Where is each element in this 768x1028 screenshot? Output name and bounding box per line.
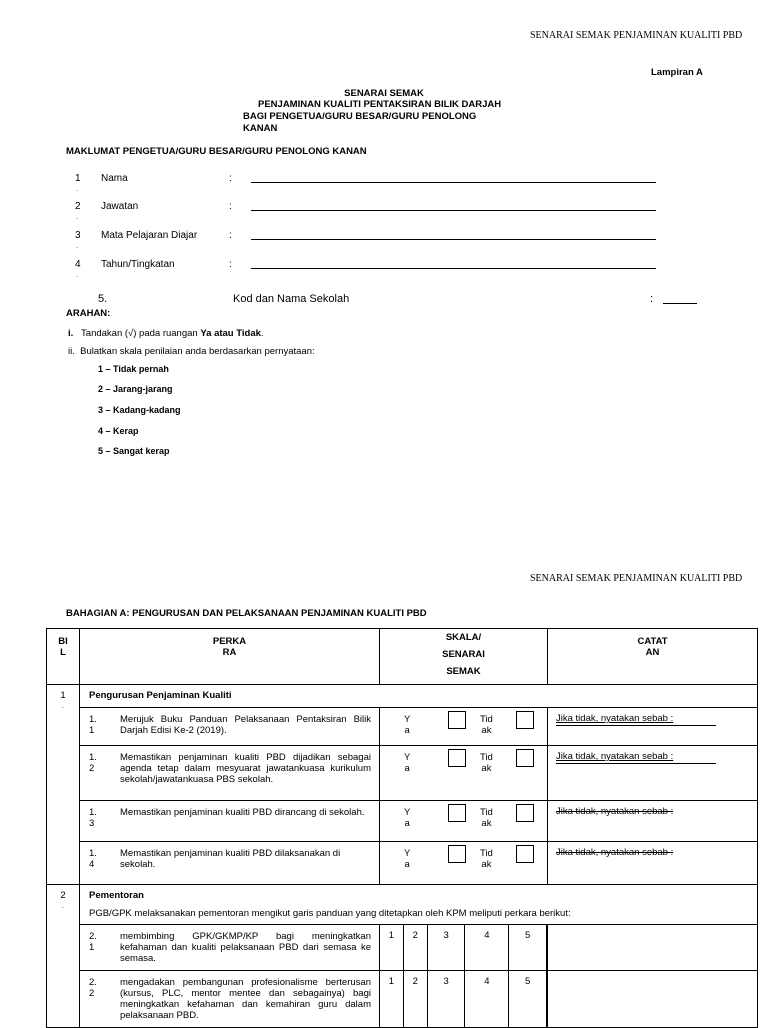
item-num bbox=[80, 842, 120, 870]
ya-checkbox[interactable] bbox=[448, 749, 466, 767]
arahan-i-num: i. bbox=[68, 328, 74, 339]
item-num-1: 2. bbox=[89, 931, 97, 942]
tidak-label: Tid ak bbox=[480, 848, 493, 870]
tidak-checkbox[interactable] bbox=[516, 749, 534, 767]
nama-input-line[interactable] bbox=[251, 182, 656, 183]
ya-tidak-cell bbox=[380, 842, 548, 885]
scale-cell bbox=[380, 971, 548, 1028]
scale-item: 2 – Jarang-jarang bbox=[98, 384, 173, 394]
info-num: 2 bbox=[75, 201, 81, 212]
header-bil-2: L bbox=[60, 647, 66, 658]
ya-checkbox[interactable] bbox=[448, 845, 466, 863]
catatan-cell[interactable] bbox=[548, 801, 758, 842]
item-num-1: 1. bbox=[89, 714, 97, 725]
item-num bbox=[80, 801, 120, 829]
field5-colon: : bbox=[650, 293, 654, 305]
scale-option-1[interactable]: 1 bbox=[380, 925, 404, 970]
note-text: Jika tidak, nyatakan sebab : bbox=[556, 713, 674, 724]
section1-num: 1 bbox=[60, 690, 66, 701]
info-colon: : bbox=[229, 259, 232, 270]
field5-label: Kod dan Nama Sekolah bbox=[233, 293, 350, 305]
arahan-i-pre: Tandakan (√) pada ruangan bbox=[81, 328, 201, 339]
table-row bbox=[47, 925, 758, 971]
lampiran-label: Lampiran A bbox=[651, 67, 703, 78]
ya-label: Y a bbox=[404, 752, 411, 774]
header-catatan bbox=[548, 629, 758, 685]
info-label: Tahun/Tingkatan bbox=[101, 259, 175, 270]
scale-item: 3 – Kadang-kadang bbox=[98, 405, 181, 415]
section1-title: Pengurusan Penjaminan Kualiti bbox=[80, 685, 758, 708]
item-num bbox=[80, 708, 120, 736]
item-num-2: 4 bbox=[89, 859, 95, 870]
title-line-4: KANAN bbox=[243, 123, 278, 134]
title-line-2: PENJAMINAN KUALITI PENTAKSIRAN BILIK DARJAH bbox=[258, 99, 502, 110]
ya-label: Y a bbox=[404, 848, 411, 870]
note-underline bbox=[556, 725, 716, 726]
item-text: Memastikan penjaminan kualiti PBD dilaksanakan di sekolah. bbox=[120, 848, 341, 870]
arahan-i-post: . bbox=[260, 328, 264, 339]
info-label: Jawatan bbox=[101, 201, 139, 212]
item-num-1: 1. bbox=[89, 807, 97, 818]
header-catatan-2: AN bbox=[645, 647, 660, 658]
page-running-header: SENARAI SEMAK PENJAMINAN KUALITI PBD bbox=[530, 573, 743, 584]
item-cell bbox=[80, 925, 380, 971]
item-num bbox=[80, 925, 120, 953]
scale-option-5[interactable]: 5 bbox=[509, 925, 547, 970]
header-skala-2: SENARAI bbox=[442, 649, 485, 660]
section2-header-cell bbox=[80, 885, 758, 925]
arahan-i-bold: Ya atau Tidak bbox=[200, 328, 261, 339]
scale-item: 1 – Tidak pernah bbox=[98, 364, 169, 374]
note-text: Jika tidak, nyatakan sebab : bbox=[556, 751, 674, 762]
ya-tidak-cell bbox=[380, 746, 548, 801]
item-num-1: 2. bbox=[89, 977, 97, 988]
table-row bbox=[47, 801, 758, 842]
ya-tidak-cell bbox=[380, 708, 548, 746]
tidak-checkbox[interactable] bbox=[516, 711, 534, 729]
item-text: Memastikan penjaminan kualiti PBD dijadikan sebagai agenda tetap dalam mesyuarat jawatankuasa kurikulum sekolah/jawatankuasa PBS sekolah. bbox=[120, 752, 371, 785]
note-underline bbox=[556, 763, 716, 764]
field5-num: 5. bbox=[98, 293, 108, 305]
ya-checkbox[interactable] bbox=[448, 711, 466, 729]
info-colon: : bbox=[229, 173, 232, 184]
scale-option-2[interactable]: 2 bbox=[404, 971, 428, 1027]
item-num bbox=[80, 746, 120, 774]
header-skala-1: SKALA/ bbox=[445, 632, 482, 643]
checklist-table bbox=[46, 628, 758, 1028]
info-colon: : bbox=[229, 201, 232, 212]
header-perkara bbox=[80, 629, 380, 685]
item-text: Merujuk Buku Panduan Pelaksanaan Pentaksiran Bilik Darjah Edisi Ke-2 (2019). bbox=[120, 714, 371, 736]
page-running-header: SENARAI SEMAK PENJAMINAN KUALITI PBD bbox=[530, 30, 743, 41]
arahan-ii: ii. Bulatkan skala penilaian anda berdasarkan pernyataan: bbox=[68, 346, 315, 357]
scale-option-1[interactable]: 1 bbox=[380, 971, 404, 1027]
table-row bbox=[47, 971, 758, 1028]
item-text: mengadakan pembangunan profesionalisme berterusan (kursus, PLC, mentor mentee dan sebagainya) bagi meningkatkan kefahaman dan kemahiran guru dalam pelaksanaan PBD. bbox=[120, 977, 371, 1021]
section2-num: 2 bbox=[60, 890, 66, 901]
scale-item: 5 – Sangat kerap bbox=[98, 446, 170, 456]
scale-option-4[interactable]: 4 bbox=[465, 971, 509, 1027]
catatan-cell[interactable] bbox=[548, 708, 758, 746]
scale-option-3[interactable]: 3 bbox=[428, 971, 466, 1027]
item-num-2: 2 bbox=[89, 988, 95, 999]
info-label: Mata Pelajaran Diajar bbox=[101, 230, 198, 241]
tidak-checkbox[interactable] bbox=[516, 804, 534, 822]
info-num: 4 bbox=[75, 259, 81, 270]
info-dot: . bbox=[76, 212, 79, 221]
info-num: 1 bbox=[75, 173, 81, 184]
catatan-cell[interactable] bbox=[548, 925, 758, 971]
info-label: Nama bbox=[101, 173, 128, 184]
item-cell bbox=[80, 971, 380, 1028]
section2-intro: PGB/GPK melaksanakan pementoran mengikut garis panduan yang ditetapkan oleh KPM meliputi perkara berikut: bbox=[89, 908, 571, 919]
tidak-checkbox[interactable] bbox=[516, 845, 534, 863]
item-text: membimbing GPK/GKMP/KP bagi meningkatkan kefahaman dan kualiti pelaksanaan PBD dari semasa ke semasa. bbox=[120, 931, 371, 964]
note-text: Jika tidak, nyatakan sebab : bbox=[556, 806, 674, 817]
info-colon: : bbox=[229, 230, 232, 241]
header-skala bbox=[380, 629, 548, 685]
section2-title: Pementoran bbox=[89, 890, 144, 901]
header-bil bbox=[47, 629, 80, 685]
item-text: Memastikan penjaminan kualiti PBD dirancang di sekolah. bbox=[120, 807, 365, 818]
item-num-2: 2 bbox=[89, 763, 95, 774]
info-dot: . bbox=[76, 270, 79, 279]
info-dot: . bbox=[76, 241, 79, 250]
tidak-label: Tid ak bbox=[480, 807, 493, 829]
scale-option-2[interactable]: 2 bbox=[404, 925, 428, 970]
scale-cell bbox=[380, 925, 548, 971]
item-cell bbox=[80, 842, 380, 885]
ya-tidak-cell bbox=[380, 801, 548, 842]
ya-label: Y a bbox=[404, 807, 411, 829]
item-cell bbox=[80, 801, 380, 842]
maklumat-heading: MAKLUMAT PENGETUA/GURU BESAR/GURU PENOLONG KANAN bbox=[66, 146, 367, 157]
title-line-1: SENARAI SEMAK bbox=[344, 88, 424, 99]
section2-num-cell bbox=[47, 885, 80, 1028]
header-catatan-1: CATAT bbox=[637, 636, 668, 647]
item-cell bbox=[80, 708, 380, 746]
item-num-1: 1. bbox=[89, 752, 97, 763]
info-dot: . bbox=[76, 184, 79, 193]
item-num-2: 3 bbox=[89, 818, 95, 829]
jawatan-input-line[interactable] bbox=[251, 210, 656, 211]
scale-item: 4 – Kerap bbox=[98, 426, 139, 436]
item-num-2: 1 bbox=[89, 725, 95, 736]
header-perkara-1: PERKA bbox=[212, 636, 247, 647]
note-text: Jika tidak, nyatakan sebab : bbox=[556, 847, 674, 858]
mata-pelajaran-input-line[interactable] bbox=[251, 239, 656, 240]
tidak-label: Tid ak bbox=[480, 714, 493, 736]
section2-dot: . bbox=[61, 901, 65, 910]
arahan-heading: ARAHAN: bbox=[66, 308, 111, 319]
section1-num-cell bbox=[47, 685, 80, 885]
section1-dot: . bbox=[61, 701, 65, 710]
tidak-label: Tid ak bbox=[480, 752, 493, 774]
catatan-cell[interactable] bbox=[548, 842, 758, 885]
tahun-input-line[interactable] bbox=[251, 268, 656, 269]
arahan-i bbox=[68, 328, 264, 339]
ya-checkbox[interactable] bbox=[448, 804, 466, 822]
title-line-3: BAGI PENGETUA/GURU BESAR/GURU PENOLONG bbox=[243, 111, 477, 122]
table-row bbox=[47, 842, 758, 885]
info-num: 3 bbox=[75, 230, 81, 241]
catatan-cell[interactable] bbox=[548, 746, 758, 801]
item-num bbox=[80, 971, 120, 999]
bahagian-a-heading: BAHAGIAN A: PENGURUSAN DAN PELAKSANAAN PENJAMINAN KUALITI PBD bbox=[66, 608, 427, 619]
item-cell bbox=[80, 746, 380, 801]
scale-option-4[interactable]: 4 bbox=[465, 925, 509, 970]
sekolah-input-line[interactable] bbox=[663, 303, 697, 304]
item-num-2: 1 bbox=[89, 942, 95, 953]
item-num-1: 1. bbox=[89, 848, 97, 859]
header-perkara-2: RA bbox=[222, 647, 237, 658]
header-skala-3: SEMAK bbox=[446, 666, 481, 677]
header-bil-1: BI bbox=[58, 636, 68, 647]
table-row bbox=[47, 746, 758, 801]
ya-label: Y a bbox=[404, 714, 411, 736]
scale-option-5[interactable]: 5 bbox=[509, 971, 547, 1027]
table-row bbox=[47, 708, 758, 746]
catatan-cell[interactable] bbox=[548, 971, 758, 1028]
scale-option-3[interactable]: 3 bbox=[428, 925, 466, 970]
